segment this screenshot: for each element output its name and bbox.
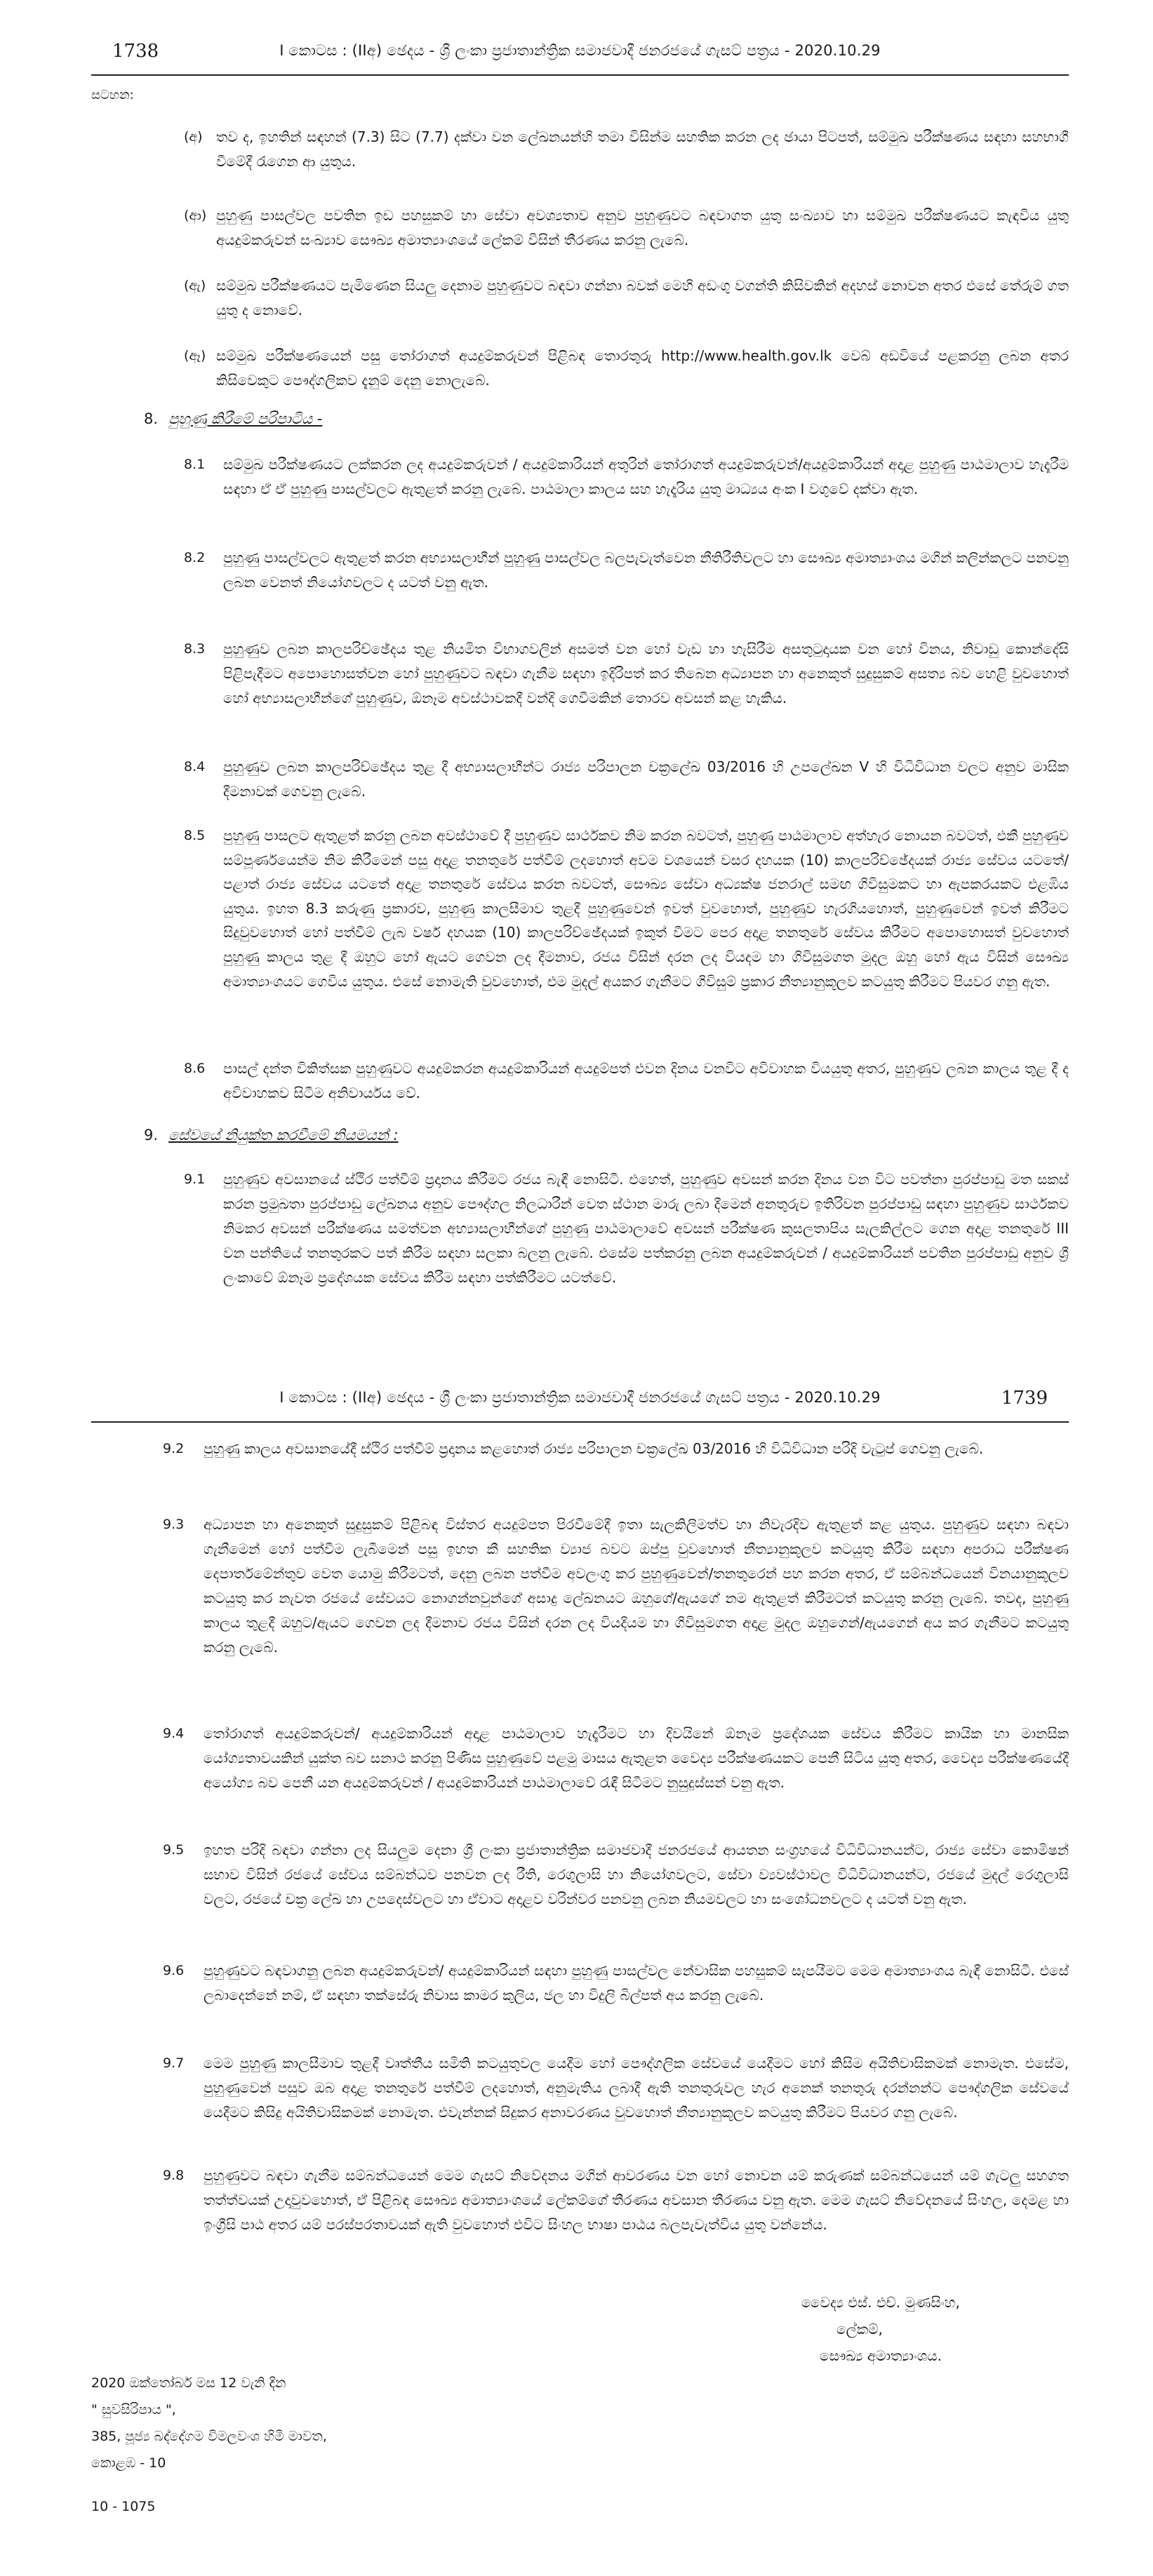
section-heading: සේවයේ නියුක්ත කරවීමේ නියමයන් :: [168, 1127, 399, 1143]
section-heading: පුහුණු කිරීමේ පරිපාටිය -: [168, 410, 323, 427]
item-label: 8.4: [184, 759, 206, 774]
section-number: 9.: [144, 1127, 159, 1143]
item-label: (ඇ): [184, 278, 206, 293]
item-label: (ආ): [184, 208, 207, 223]
item-label: 9.1: [184, 1172, 206, 1187]
clause-9-5: ඉහත පරිදි බඳවා ගන්නා ලද සියලුම දෙනා ශ්‍රී ලංකා ප්‍රජාතාන්ත්‍රික සමාජවාදී ජනරජයේ ආයතන සංග්‍රහයේ විධිවිධානයන්ට, රාජ්‍ය සේවා කොමිෂන් සභාව විසින් රජයේ සේවය සම්බන්ධව පනවන ලද රීති, රෙගුලාසි හා නියෝගවලට, සේවා ව්‍යවස්ථාවල විධිවිධානයන්ට, රජයේ මුදල් රෙගුලාසි වලට, රජයේ චක්‍ර ලේඛ හා උපදෙස්වලට හා ඒවාට අදාළව වරින්වර පනවනු ලබන නියමවලට හා සංශෝධනවලට ද යටත් වනු ඇත.: [204, 1842, 1069, 1907]
item-label: 8.6: [184, 1061, 206, 1076]
signatory-title: ලේකම්,: [837, 2321, 883, 2337]
building-name: " සුවසිරිපාය ",: [91, 2402, 176, 2417]
note-item-aee: සම්මුඛ පරීක්ෂණයෙන් පසු තෝරාගත් අයදුම්කරුවන් පිළිබඳ තොරතුරු http://www.health.gov.lk වෙබ් අඩවියේ පළකරනු ලබන අතර කිසිවෙකුට පෞද්ගලිකව දැනුම් දෙනු නොලැබේ.: [216, 347, 1069, 389]
item-label: 9.5: [163, 1842, 185, 1858]
item-label: 9.4: [163, 1726, 185, 1741]
note-item-ae: සම්මුඛ පරීක්ෂණයට පැමිණෙන සියලු දෙනාම පුහුණුවට බඳවා ගන්නා බවක් මෙහි අඩංගු වගන්ති කිසිවකින් අදහස් නොවන අතර එසේ තේරුම් ගත යුතු ද නොවේ.: [216, 277, 1069, 318]
clause-9-4: තෝරාගත් අයදුම්කරුවන්/ අයදුම්කාරියන් අදාළ පාඨමාලාව හැදෑරීමට හා දිවයිනේ ඕනෑම ප්‍රදේශයක සේවය කිරීමට කායික හා මානසික යෝග්‍යතාවයකින් යුක්ත බව සනාථ කරනු පිණිස පුහුණුවේ පළමු මාසය ඇතුළත වෛද්‍ය පරීක්ෂණයකට පෙනී සිටිය යුතු අතර, වෛද්‍ය පරීක්ෂණයේදී අයෝග්‍ය බව පෙනී යන අයදුම්කරුවන් / අයදුම්කාරියන් පාඨමාලාවේ රැඳී සිටීමට නුසුදුස්සන් වනු ඇත.: [204, 1725, 1069, 1791]
clause-8-3: පුහුණුව ලබන කාලපරිච්ඡේදය තුළ නියමිත විභාගවලින් අසමත් වන හෝ වැඩ හා හැසිරීම අසතුටුදායක වන හෝ විනය, නිවාඩු කොන්දේසි පිළිපැදීමට අපොහොසත්වන හෝ පුහුණුවට බඳවා ගැනීම සඳහා ඉදිරිපත් කර තිබෙන අධ්‍යාපන හා අනෙකුත් සුදුසුකම් අසත්‍ය බව හෙළි වුවහොත් හෝ අභ්‍යාසලාභීන්ගේ පුහුණුව, ඕනෑම අවස්ථාවකදී වන්දි ගෙවීමකින් තොරව අවසන් කළ හැකිය.: [223, 640, 1069, 706]
clause-8-2: පුහුණු පාසල්වලට ඇතුළත් කරන අභ්‍යාසලාභීන් පුහුණු පාසල්වල බලපැවැත්වෙන නීතිරීතිවලට හා සෞඛ්‍ය අමාත්‍යාංශය මගින් කලින්කලට පනවනු ලබන වෙනත් නියෝගවලට ද යටත් වනු ඇත.: [223, 549, 1069, 591]
note-item-a: තව ද, ඉහතින් සඳහන් (7.3) සිට (7.7) දක්වා වන ලේඛනයන්හි තමා විසින්ම සහතික කරන ලද ඡායා පිටපත්, සම්මුඛ පරීක්ෂණය සඳහා සහභාගී වීමේදී රැගෙන ආ යුතුය.: [216, 128, 1069, 170]
clause-9-8: පුහුණුවට බඳවා ගැනීම සම්බන්ධයෙන් මෙම ගැසට් නිවේදනය මගින් ආවරණය වන හෝ නොවන යම් කරුණක් සම්බන්ධයෙන් යම් ගැටලු සහගත තත්ත්වයක් උදාවුවහොත්, ඒ පිළිබඳ සෞඛ්‍ය අමාත්‍යාංශයේ ලේකම්ගේ තීරණය අවසාන තීරණය වනු ඇත. මෙම ගැසට් නිවේදනයේ සිංහල, දෙමළ හා ඉංග්‍රීසි පාඨ අතර යම් පරස්පරතාවයක් ඇති වුවහොත් එවිට සිංහල භාෂා පාඨය බලපැවැත්විය යුතු වන්නේය.: [204, 2167, 1069, 2233]
item-label: 8.2: [184, 550, 206, 565]
clause-8-4: පුහුණුව ලබන කාලපරිච්ඡේදය තුළ දී අභ්‍යාසලාභීන්ට රාජ්‍ය පරිපාලන චක්‍රලේඛ 03/2016 හි උපලේඛන V හි විධිවිධාන වලට අනුව මාසික දීමනාවක් ගෙවනු ලැබේ.: [223, 758, 1069, 800]
item-label: 8.5: [184, 828, 206, 843]
clause-9-1: පුහුණුව අවසානයේ ස්ථිර පත්වීම් ප්‍රදානය කිරීමට රජය බැඳී නොසිටී. එහෙත්, පුහුණුව අවසන් කරන දිනය වන විට පවත්නා පුරප්පාඩු මත සකස් කරන ප්‍රමුඛතා පුරප්පාඩු ලේඛනය අනුව පෞද්ගල නිලධාරීන් වෙත ස්ථාන මාරු ලබා දීමෙන් අනතුරුව ඉතිරිවන පුරප්පාඩු සඳහා පුහුණුව සාර්ථකව නිමකර අවසන් පරීක්ෂණය සමත්වන අභ්‍යාසලාභීන්ගේ පුහුණු පාඨමාලාවේ අවසන් පරීක්ෂණ කුසලතාපිය සැලකිල්ලට ගෙන අදාළ තනතුරේ III වන පන්තියේ තනතුරකට පත් කිරීම සඳහා සලකා බලනු ලැබේ. එසේම පත්කරනු ලබන අයදුම්කරුවන් / අයදුම්කාරියන් පවතින පුරප්පාඩු අනුව ශ්‍රී ලංකාවේ ඕනෑම ප්‍රදේශයක සේවය කිරීම සඳහා පත්කිරීමට යටත්වේ.: [223, 1171, 1069, 1286]
signatory-office: සෞඛ්‍ය අමාත්‍යාංශය.: [820, 2347, 942, 2364]
page-number: 1738: [112, 41, 159, 62]
notice-code: 10 - 1075: [91, 2499, 156, 2514]
clause-9-3: අධ්‍යාපන හා අනෙකුත් සුදුසුකම් පිළිබඳ විස්තර අයදුම්පත පිරවීමේදී ඉතා සැලකිලිමත්ව හා නිවැරදිව ඇතුළත් කළ යුතුය. පුහුණුව සඳහා බඳවා ගැනීමෙන් හෝ පත්වීම ලැබීමෙන් පසු ඉහත කී සහතික ව්‍යාජ බවට ඔප්පු වුවහොත් නීත්‍යානුකූලව කටයුතු කිරීම සඳහා අපරාධ පරීක්ෂණ දෙපාර්තමේන්තුව වෙත යොමු කිරීමටත්, දෙනු ලබන පත්වීම අවලංගු කර පුහුණුවෙන්/තනතුරෙන් පහ කරන අතර, ඒ සම්බන්ධයෙන් විනයානුකූලව කටයුතු කර නැවත රජයේ සේවයට නොගන්නවුන්ගේ අසාදු ලේඛනයට ඔහුගේ/ඇයගේ නම ඇතුළත් කිරීමටත් කටයුතු කරනු ලැබේ. තවද, පුහුණු කාලය තුළදී ඔහුට/ඇයට ගෙවන ලද දීමනාව රජය විසින් දරන ලද වියදියම හා ගිවිසුමගත අදාළ මුදල ඔහුගෙන්/ඇයගෙන් අය කර ගැනීමට කටයුතු කරනු ලැබේ.: [204, 1516, 1069, 1656]
page-number: 1739: [1001, 1388, 1048, 1409]
clause-9-7: මෙම පුහුණු කාලසීමාව තුළදී වෘත්තීය සමිති කටයුතුවල යෙදීම හෝ පෞද්ගලික සේවයේ යෙදීමට හෝ කිසිම අයිතිවාසිකමක් නොමැත. එසේම, පුහුණුවෙන් පසුව ඔබ අදාළ තනතුරේ පත්වීම් ලදහොත්, අනුමැතිය ලබාදී ඇති තනතුරුවල හැර අනෙක් තනතුරු දරන්නන්ට පෞද්ගලික සේවයේ යෙදීමට කිසිදු අයිතිවාසිකමක් නොමැත. එවැන්නක් සිදුකර අනාවරණය වුවහොත් නීත්‍යානුකූලව කටයුතු කිරීමට පියවර ගනු ලැබේ.: [204, 2055, 1069, 2121]
issue-date: 2020 ඔක්තෝබර් මස 12 වැනි දින: [91, 2375, 286, 2391]
item-label: 9.6: [163, 1963, 185, 1978]
item-label: 8.3: [184, 641, 206, 657]
item-label: 9.8: [163, 2168, 185, 2183]
item-label: 9.2: [163, 1441, 185, 1456]
clause-9-2: පුහුණු කාලය අවසානයේදී ස්ථිර පත්වීම් ප්‍රදානය කළහොත් රාජ්‍ය පරිපාලන චක්‍රලේඛ 03/2016 හි විධිවිධාන පරිදි වැටුප් ගෙවනු ලැබේ.: [204, 1440, 984, 1457]
item-label: 8.1: [184, 457, 206, 472]
note-item-aa: පුහුණු පාසල්වල පවතින ඉඩ පහසුකම් හා සේවා අවශ්‍යතාව අනුව පුහුණුවට බඳවාගත යුතු සංඛ්‍යාව හා සම්මුඛ පරීක්ෂණයට කැඳවිය යුතු අයදුම්කරුවන් සංඛ්‍යාව සෞඛ්‍ය අමාත්‍යාංශයේ ලේකම් විසින් තීරණය කරනු ලැබේ.: [216, 207, 1069, 248]
clause-8-1: සම්මුඛ පරීක්ෂණයට ලක්කරන ලද අයදුම්කරුවන් / අයදුම්කාරියන් අතුරින් තෝරාගත් අයදුම්කරුවන්/අයදුම්කාරියන් අදාළ පුහුණු පාඨමාලාව හැදෑරීම සඳහා ඒ ඒ පුහුණු පාසල්වලට ඇතුළත් කරනු ලැබේ. පාඨමාලා කාලය සහ හැදෑරිය යුතු මාධ්‍යය අංක I වගුවේ දක්වා ඇත.: [223, 456, 1069, 497]
page-header: [91, 28, 1069, 76]
header-title: I කොටස : (IIඅ) ඡෙදය - ශ්‍රී ලංකා ප්‍රජාතාන්ත්‍රික සමාජවාදී ජනරජයේ ගැසට් පත්‍රය - 2020.10.29: [279, 1389, 881, 1406]
city: කොළඹ - 10: [91, 2455, 166, 2471]
section-number: 8.: [144, 410, 159, 427]
street-address: 385, පූජ්‍ය බද්දේගම විමලවංශ හිමි මාවත,: [91, 2429, 327, 2444]
clause-8-5: පුහුණු පාසලට ඇතුළත් කරනු ලබන අවස්ථාවේ දී පුහුණුව සාර්ථකව නිම කරන බවටත්, පුහුණු පාඨමාලාව අත්හැර නොයන බවටත්, එකී පුහුණුව සම්පූර්ණයෙන්ම නිම කිරීමෙන් පසු අදාළ තනතුරේ පත්වීම් ලදහොත් අවම වශයෙන් වසර දහයක (10) කාලපරිච්ඡේදයක් රාජ්‍ය සේවය යටතේ/පළාත් රාජ්‍ය සේවය යටතේ අදාළ තනතුරේ සේවය කරන බවටත්, සෞඛ්‍ය සේවා අධ්‍යක්ෂ ජනරාල් සමඟ ගිවිසුමකට හා ඇපකරයකට එළඹිය යුතුය. ඉහත 8.3 කරුණු ප්‍රකාරව, පුහුණු කාලසීමාව තුළදී පුහුණුවෙන් ඉවත් වුවහොත්, පුහුණුව හැරගියහොත්, පුහුණුවෙන් ඉවත් කිරීමට සිදුවුවහොත් හෝ පත්වීම් ලැබ වර්ෂ දහයක (10) කාලපරිච්ඡේදයක් ඉකුත් වීමට පෙර අදාළ තනතුරේ සේවය කිරීමට අපොහොසත් වුවහොත් පුහුණු කාලය තුළ දී ඔහුට හෝ ඇයට ගෙවන ලද දීමනාව, රජය විසින් දරන ලද වියදම හා ගිවිසුමගත මුදල ඔහු හෝ ඇය විසින් සෞඛ්‍ය අමාත්‍යාංශයට ගෙවිය යුතුය. එසේ නොමැති වුවහොත්, එම මුදල් අයකර ගැනීමට ගිවිසුම් ප්‍රකාර නීත්‍යානුකූලව කටයුතු කිරීමට පියවර ගනු ඇත.: [223, 827, 1069, 990]
note-label: සටහන:: [91, 88, 134, 102]
signatory-name: වෛද්‍ය එස්. එච්. මුණසිංහ,: [801, 2294, 960, 2311]
item-label: (අ): [184, 129, 203, 145]
item-label: 9.3: [163, 1517, 185, 1532]
item-label: (ඈ): [184, 348, 206, 363]
gazette-page-1739: [0, 1375, 1153, 2576]
clause-8-6: පාසල් දන්ත චිකිත්සක පුහුණුවට අයදුම්කරන අයදුම්කාරියන් අයදුම්පත් එවන දිනය වනවිට අවිවාහක වියයුතු අතර, පුහුණුව ලබන කාලය තුළ දී ද අවිවාහකව සිටීම අනිවාර්යය වේ.: [223, 1060, 1069, 1101]
header-title: I කොටස : (IIඅ) ඡෙදය - ශ්‍රී ලංකා ප්‍රජාතාන්ත්‍රික සමාජවාදී ජනරජයේ ගැසට් පත්‍රය - 2020.10.29: [279, 42, 881, 59]
page-header: [91, 1375, 1069, 1423]
item-label: 9.7: [163, 2055, 185, 2071]
clause-9-6: පුහුණුවට බඳවාගනු ලබන අයදුම්කරුවන්/ අයදුම්කාරියන් සඳහා පුහුණු පාසල්වල නේවාසික පහසුකම් සැපයීමට මෙම අමාත්‍යාංශය බැඳී නොසිටී. එසේ ලබාදෙන්නේ නම්, ඒ සඳහා තක්සේරු නිවාස කාමර කුලිය, ජල හා විදුලි බිල්පත් අය කරනු ලැබේ.: [204, 1962, 1069, 2004]
